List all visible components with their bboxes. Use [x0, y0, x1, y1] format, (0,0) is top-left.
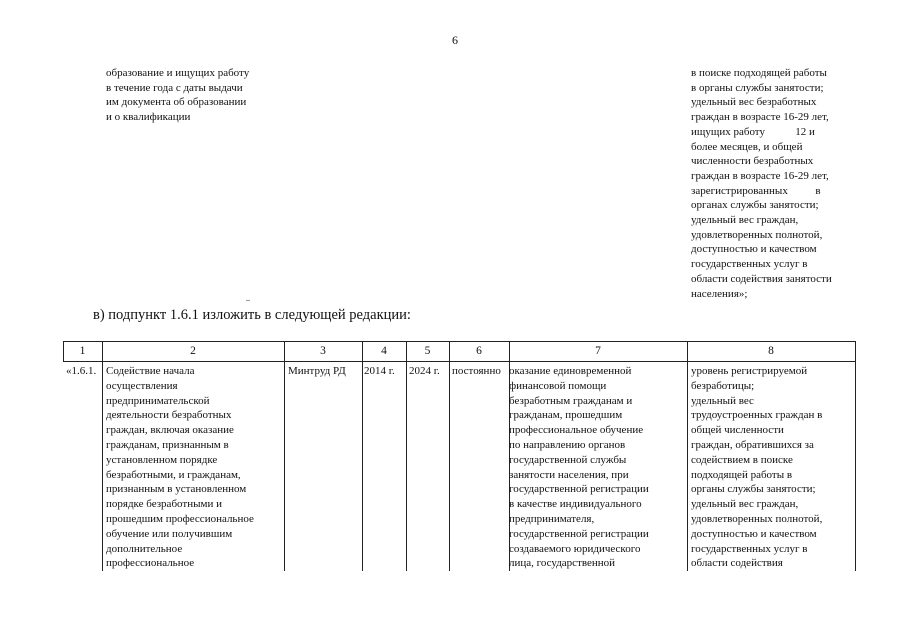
text-line: подходящей работы в: [691, 468, 793, 481]
text-line: безработными, и гражданам,: [106, 468, 241, 481]
text-line: осуществления: [106, 379, 178, 392]
table-header-border: [63, 361, 856, 362]
text-line: государственной регистрации: [509, 483, 649, 496]
table-header-cell: 3: [320, 345, 326, 357]
text-line: оказание единовременной: [509, 365, 632, 377]
text-line: образование и ищущих работу: [106, 67, 250, 79]
text-line: ищущих работу 12 и: [691, 125, 815, 138]
table-column-divider: [362, 341, 363, 571]
text-line: органах службы занятости;: [691, 199, 819, 212]
text-line: граждан, обратившихся за: [691, 438, 814, 451]
table-header-cell: 7: [595, 345, 601, 357]
table-header-cell: 5: [424, 345, 431, 357]
text-line: дополнительное: [106, 542, 183, 555]
table-column-divider: [449, 341, 450, 571]
text-line: профессиональное обучение: [509, 424, 644, 437]
text-line: лица, государственной: [509, 557, 616, 570]
text-line: профессиональное: [106, 557, 195, 570]
table-column-divider: [102, 341, 103, 571]
table-column-divider: [855, 341, 856, 571]
text-line: порядке безработными и: [106, 498, 222, 511]
text-line: по направлению органов: [509, 438, 626, 451]
text-line: в течение года с даты выдачи: [106, 81, 243, 94]
text-line: деятельности безработных: [106, 409, 232, 422]
text-line: Содействие начала: [106, 365, 195, 377]
text-line: государственных услуг в: [691, 258, 808, 271]
text-line: гражданам, признанным в: [106, 438, 229, 451]
scan-mark: [246, 300, 250, 301]
text-line: обучение или получившим: [106, 527, 233, 540]
text-line: области содействия занятости: [691, 272, 832, 285]
text-line: прошедшим профессиональное: [106, 512, 254, 525]
text-line: удовлетворенных полнотой,: [691, 228, 823, 241]
table-cell-measure: [106, 364, 277, 571]
text-line: органы службы занятости;: [691, 483, 816, 496]
table-column-divider: [406, 341, 407, 571]
text-line: в качестве индивидуального: [509, 498, 642, 511]
text-line: доступностью и качеством: [691, 527, 817, 540]
table-header-cell: 4: [381, 345, 387, 357]
text-line: уровень регистрируемой: [691, 365, 808, 377]
text-line: граждан, включая оказание: [106, 424, 234, 437]
text-line: в органы службы занятости;: [691, 81, 824, 94]
table-top-border: [63, 341, 856, 342]
text-line: удельный вес безработных: [691, 96, 817, 109]
text-line: предпринимателя,: [509, 512, 595, 525]
text-line: содействием в поиске: [691, 453, 793, 466]
text-line: трудоустроенных граждан в: [691, 409, 823, 422]
text-line: занятости населения, при: [509, 468, 629, 481]
table-cell-indicator: [691, 364, 851, 571]
table-header-cell: 1: [79, 345, 86, 357]
left-continuation-text: [106, 66, 282, 125]
table-column-divider: [284, 341, 285, 571]
text-line: государственных услуг в: [691, 542, 808, 555]
text-line: граждан в возрасте 16-29 лет,: [691, 169, 829, 182]
text-line: признанным в установленном: [106, 483, 247, 496]
table-header-cell: 6: [476, 345, 482, 357]
text-line: общей численности: [691, 424, 784, 437]
text-line: и о квалификации: [106, 111, 191, 124]
table-cell-responsible: Минтруд РД: [288, 365, 346, 377]
text-line: государственной службы: [509, 453, 627, 466]
table-cell-periodicity: постоянно: [452, 365, 501, 377]
text-line: им документа об образовании: [106, 96, 247, 109]
text-line: доступностью и качеством: [691, 243, 817, 256]
text-line: безработицы;: [691, 379, 755, 392]
text-line: удовлетворенных полнотой,: [691, 512, 823, 525]
table-header-cell: 2: [190, 345, 196, 357]
table-cell-end-year: 2024 г.: [409, 365, 440, 377]
text-line: финансовой помощи: [509, 379, 607, 392]
text-line: предпринимательской: [106, 394, 210, 407]
text-line: удельный вес: [691, 394, 754, 407]
text-line: более месяцев, и общей: [691, 140, 803, 153]
page-number: 6: [452, 33, 458, 47]
table-column-divider: [687, 341, 688, 571]
text-line: гражданам, прошедшим: [509, 409, 623, 422]
text-line: области содействия: [691, 557, 783, 570]
text-line: зарегистрированных в: [691, 184, 821, 197]
right-continuation-text: [691, 66, 851, 301]
text-line: создаваемого юридического: [509, 542, 641, 555]
text-line: удельный вес граждан,: [691, 498, 799, 511]
text-line: установленном порядке: [106, 453, 218, 466]
text-line: безработным гражданам и: [509, 394, 633, 407]
text-line: граждан в возрасте 16-29 лет,: [691, 111, 829, 124]
text-line: населения»;: [691, 287, 748, 300]
table-header-cell: 8: [768, 345, 774, 357]
text-line: численности безработных: [691, 155, 814, 168]
text-line: государственной регистрации: [509, 527, 649, 540]
instruction-text: в) подпункт 1.6.1 изложить в следующей редакции:: [93, 307, 411, 323]
table-cell-start-year: 2014 г.: [364, 365, 395, 377]
text-line: в поиске подходящей работы: [691, 67, 827, 79]
table-cell-number: «1.6.1.: [66, 365, 97, 377]
table-cell-result: [509, 364, 683, 571]
text-line: удельный вес граждан,: [691, 214, 799, 227]
